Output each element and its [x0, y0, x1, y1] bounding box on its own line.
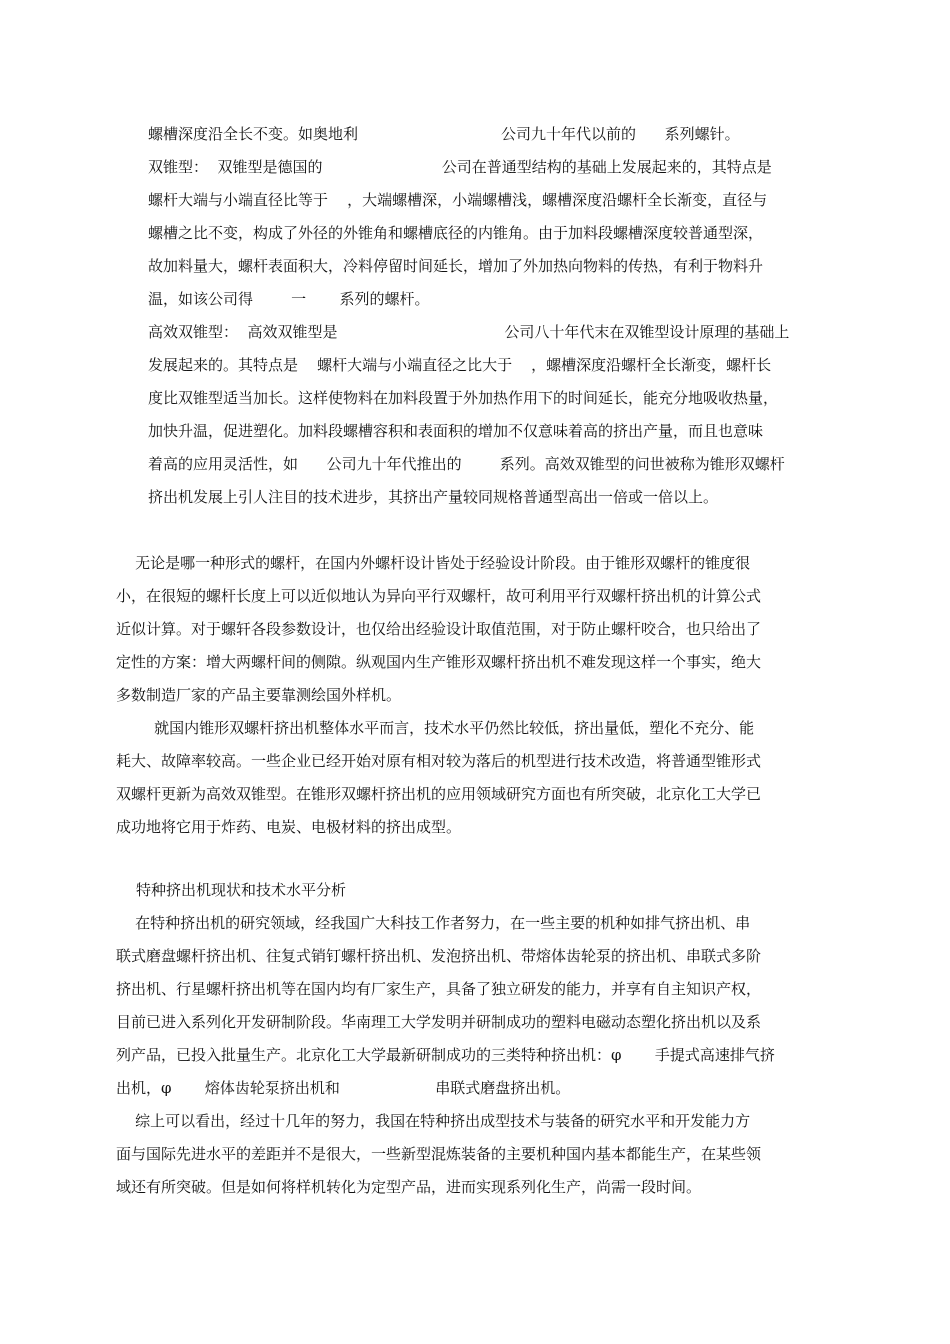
paragraph-line: 加快升温，促进塑化。加料段螺槽容积和表面积的增加不仅意味着高的挤出产量，而且也意味	[148, 422, 764, 440]
paragraph-line: 目前已进入系列化开发研制阶段。华南理工大学发明并研制成功的塑料电磁动态塑化挤出机以及系	[116, 1013, 762, 1031]
paragraph-line: 列产品，已投入批量生产。北京化工大学最新研制成功的三类特种挤出机：φ 手提式高速排气挤	[116, 1046, 775, 1064]
paragraph-line: 就国内锥形双螺杆挤出机整体水平而言，技术水平仍然比较低，挤出量低，塑化不充分、能	[116, 719, 755, 737]
paragraph-line: 在特种挤出机的研究领域，经我国广大科技工作者努力，在一些主要的机种如排气挤出机、串	[116, 914, 751, 932]
paragraph-line: 故加料量大，螺杆表面积大，冷料停留时间延长，增加了外加热向物料的传热，有利于物料升	[148, 257, 764, 275]
paragraph-line: 联式磨盘螺杆挤出机、往复式销钉螺杆挤出机、发泡挤出机、带熔体齿轮泵的挤出机、串联式多阶	[116, 947, 762, 965]
paragraph-line: 高效双锥型： 高效双锥型是 公司八十年代末在双锥型设计原理的基础上	[148, 323, 790, 341]
paragraph-line: 无论是哪一种形式的螺杆，在国内外螺杆设计皆处于经验设计阶段。由于锥形双螺杆的锥度很	[116, 554, 751, 572]
paragraph-line: 面与国际先进水平的差距并不是很大，一些新型混炼装备的主要机种国内基本都能生产，在某些领	[116, 1145, 762, 1163]
paragraph-line: 综上可以看出，经过十几年的努力，我国在特种挤出成型技术与装备的研究水平和开发能力方	[116, 1112, 751, 1130]
paragraph-line: 挤出机发展上引人注目的技术进步，其挤出产量较同规格普通型高出一倍或一倍以上。	[148, 488, 719, 506]
paragraph-line: 螺槽之比不变，构成了外径的外锥角和螺槽底径的内锥角。由于加料段螺槽深度较普通型深，	[148, 224, 764, 242]
paragraph-line: 螺槽深度沿全长不变。如奥地利 公司九十年代以前的 系列螺针。	[148, 125, 740, 143]
paragraph-line: 域还有所突破。但是如何将样机转化为定型产品，进而实现系列化生产，尚需一段时间。	[116, 1178, 702, 1196]
paragraph-line: 着高的应用灵活性，如 公司九十年代推出的 系列。高效双锥型的问世被称为锥形双螺杆	[148, 455, 785, 473]
paragraph-line: 度比双锥型适当加长。这样使物料在加料段置于外加热作用下的时间延长，能充分地吸收热量，	[148, 389, 779, 407]
paragraph-line: 螺杆大端与小端直径比等于 ，大端螺槽深，小端螺槽浅，螺槽深度沿螺杆全长渐变，直径与	[148, 191, 768, 209]
paragraph-line: 成功地将它用于炸药、电炭、电极材料的挤出成型。	[116, 818, 462, 836]
paragraph-line: 出机，φ 熔体齿轮泵挤出机和 串联式磨盘挤出机。	[116, 1079, 571, 1097]
paragraph-line: 定性的方案：增大两螺杆间的侧隙。纵观国内生产锥形双螺杆挤出机不难发现这样一个事实，绝大	[116, 653, 762, 671]
paragraph-line: 发展起来的。其特点是 螺杆大端与小端直径之比大于 ，螺槽深度沿螺杆全长渐变，螺杆长	[148, 356, 772, 374]
paragraph-line: 耗大、故障率较高。一些企业已经开始对原有相对较为落后的机型进行技术改造，将普通型锥形式	[116, 752, 762, 770]
paragraph-line: 双锥型： 双锥型是德国的 公司在普通型结构的基础上发展起来的，其特点是	[148, 158, 772, 176]
paragraph-line: 温，如该公司得 一 系列的螺杆。	[148, 290, 430, 308]
paragraph-line: 挤出机、行星螺杆挤出机等在国内均有厂家生产，具备了独立研发的能力，并享有自主知识产权，	[116, 980, 762, 998]
paragraph-line: 近似计算。对于螺轩各段参数设计，也仅给出经验设计取值范围，对于防止螺杆咬合，也只给出了	[116, 620, 762, 638]
section-heading: 特种挤出机现状和技术水平分析	[136, 881, 347, 899]
paragraph-line: 小，在很短的螺杆长度上可以近似地认为异向平行双螺杆，故可利用平行双螺杆挤出机的计算公式	[116, 587, 762, 605]
paragraph-line: 双螺杆更新为高效双锥型。在锥形双螺杆挤出机的应用领域研究方面也有所突破，北京化工大学已	[116, 785, 762, 803]
paragraph-line: 多数制造厂家的产品主要靠测绘国外样机。	[116, 686, 402, 704]
